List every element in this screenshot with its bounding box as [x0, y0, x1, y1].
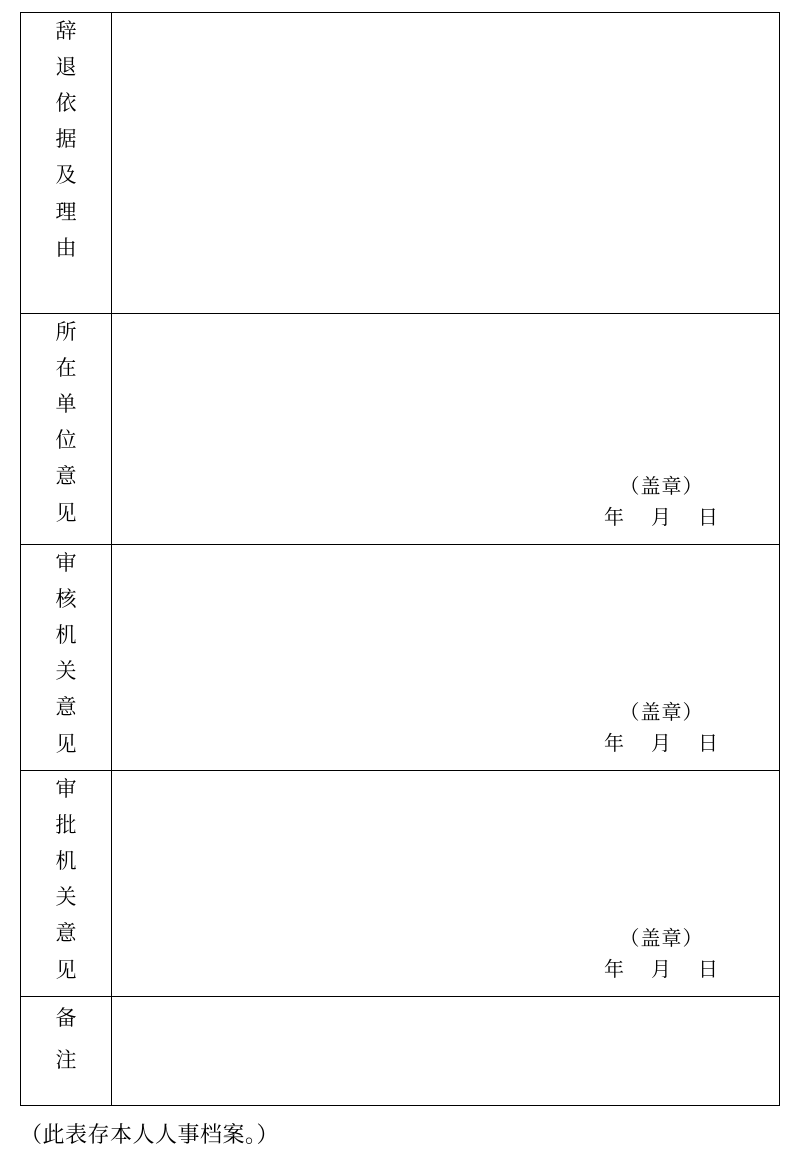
date-line: [604, 729, 719, 760]
row-label-text: [21, 545, 111, 762]
date-line: [604, 503, 719, 534]
label-char: 见: [55, 731, 77, 756]
label-char: 在: [55, 356, 77, 381]
date-day-label: 日: [698, 507, 719, 529]
label-char: 审: [55, 777, 77, 801]
label-char: 关: [55, 659, 77, 684]
field-remarks-value[interactable]: [112, 997, 779, 1105]
label-char: 见: [55, 957, 77, 982]
label-char: 据: [55, 127, 77, 152]
row-label-text: [21, 13, 111, 266]
dismissal-approval-form: [20, 12, 780, 1106]
field-reason-value[interactable]: [112, 13, 779, 313]
table-row: [21, 545, 780, 771]
seal-label: （盖章）: [619, 702, 704, 724]
row-label-text: [21, 314, 111, 531]
label-char: 机: [55, 623, 77, 648]
row-label-approval-opinion: [21, 771, 112, 997]
field-review-opinion[interactable]: [112, 545, 780, 771]
row-label-text: [21, 997, 111, 1081]
label-char: 注: [55, 1048, 77, 1072]
label-char: 见: [55, 500, 77, 525]
label-char: 意: [55, 695, 77, 720]
table-row: [21, 771, 780, 997]
label-char: 意: [55, 921, 77, 946]
row-label-remarks: [21, 997, 112, 1106]
table-row: [21, 314, 780, 545]
table-row: [21, 997, 780, 1106]
date-year-label: 年: [604, 733, 625, 755]
signature-block-approval: [604, 924, 719, 986]
label-char: 机: [55, 849, 77, 874]
table-row: [21, 13, 780, 314]
label-char: 退: [55, 55, 77, 80]
seal-label: （盖章）: [619, 928, 704, 950]
row-label-unit-opinion: [21, 314, 112, 545]
date-line: [604, 955, 719, 986]
row-label-review-opinion: [21, 545, 112, 771]
form-footnote: （此表存本人人事档案。）: [20, 1122, 280, 1147]
label-char: 所: [55, 320, 77, 344]
date-month-label: 月: [651, 959, 672, 981]
label-char: 单: [55, 392, 77, 417]
row-label-text: [21, 771, 111, 988]
field-reason[interactable]: [112, 13, 780, 314]
date-day-label: 日: [698, 959, 719, 981]
date-year-label: 年: [604, 507, 625, 529]
seal-label: （盖章）: [619, 476, 704, 498]
label-char: 核: [55, 587, 77, 612]
row-label-reason: [21, 13, 112, 314]
label-char: 意: [55, 464, 77, 489]
label-char: 由: [55, 235, 77, 260]
date-day-label: 日: [698, 733, 719, 755]
date-year-label: 年: [604, 959, 625, 981]
field-approval-opinion[interactable]: [112, 771, 780, 997]
label-char: 及: [55, 163, 77, 188]
signature-block-review: [604, 698, 719, 760]
signature-block-unit: [604, 472, 719, 534]
field-unit-opinion[interactable]: [112, 314, 780, 545]
date-month-label: 月: [651, 507, 672, 529]
label-char: 辞: [55, 19, 77, 43]
label-char: 位: [55, 428, 77, 453]
field-remarks[interactable]: [112, 997, 780, 1106]
label-char: 备: [55, 1006, 77, 1030]
date-month-label: 月: [651, 733, 672, 755]
label-char: 理: [55, 199, 77, 224]
label-char: 依: [55, 91, 77, 116]
label-char: 关: [55, 885, 77, 910]
label-char: 批: [55, 813, 77, 838]
label-char: 审: [55, 551, 77, 575]
